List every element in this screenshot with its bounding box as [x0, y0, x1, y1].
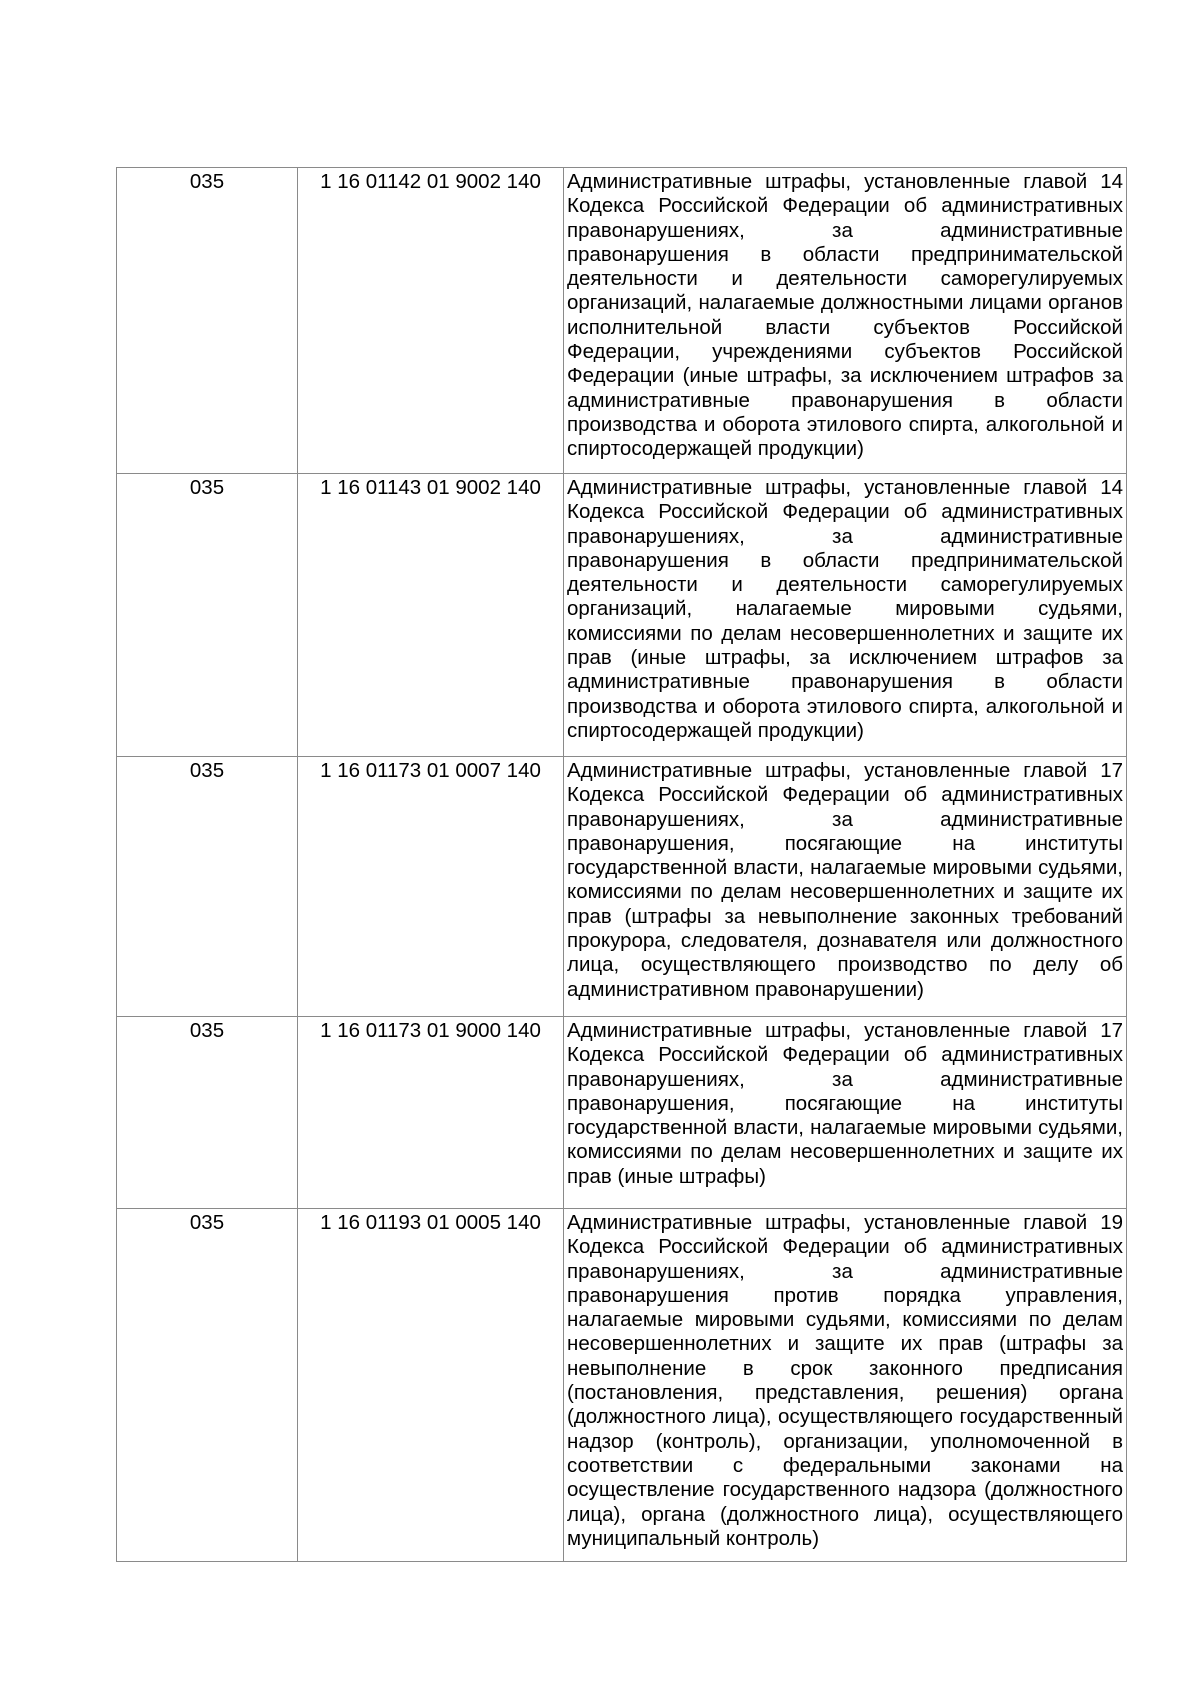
description-text: Административные штрафы, установленные главой 14 Кодекса Российской Федерации об административных правонарушениях, за административные правонарушения в области предпринимательской деятельности и деятельности саморегулируемых организаций, налагаемые должностными лицами органов исполнительной власти субъектов Российской Федерации, учреждениями субъектов Российской Федерации (иные штрафы, за исключением штрафов за административные правонарушения в области производства и оборота этилового спирта, алкогольной и спиртосодержащей продукции) — [567, 170, 1123, 461]
budget-codes-table — [116, 167, 1127, 1562]
table-row — [117, 757, 1127, 1017]
table-row — [117, 1017, 1127, 1209]
admin-code-cell: 035 — [117, 168, 298, 474]
description-text: Административные штрафы, установленные главой 17 Кодекса Российской Федерации об административных правонарушениях, за административные правонарушения, посягающие на институты государственной власти, налагаемые мировыми судьями, комиссиями по делам несовершеннолетних и защите их прав (иные штрафы) — [567, 1019, 1123, 1188]
budget-code-cell: 1 16 01193 01 0005 140 — [298, 1209, 564, 1562]
description-cell — [564, 168, 1127, 474]
description-cell — [564, 1209, 1127, 1562]
description-text: Административные штрафы, установленные главой 14 Кодекса Российской Федерации об административных правонарушениях, за административные правонарушения в области предпринимательской деятельности и деятельности саморегулируемых организаций, налагаемые мировыми судьями, комиссиями по делам несовершеннолетних и защите их прав (иные штрафы, за исключением штрафов за административные правонарушения в области производства и оборота этилового спирта, алкогольной и спиртосодержащей продукции) — [567, 476, 1123, 742]
admin-code-cell: 035 — [117, 1209, 298, 1562]
budget-code-cell: 1 16 01173 01 9000 140 — [298, 1017, 564, 1209]
budget-code-cell: 1 16 01173 01 0007 140 — [298, 757, 564, 1017]
budget-code-cell: 1 16 01142 01 9002 140 — [298, 168, 564, 474]
budget-code-cell: 1 16 01143 01 9002 140 — [298, 474, 564, 757]
table-row — [117, 168, 1127, 474]
description-text: Административные штрафы, установленные главой 17 Кодекса Российской Федерации об административных правонарушениях, за административные правонарушения, посягающие на институты государственной власти, налагаемые мировыми судьями, комиссиями по делам несовершеннолетних и защите их прав (штрафы за невыполнение законных требований прокурора, следователя, дознавателя или должностного лица, осуществляющего производство по делу об административном правонарушении) — [567, 759, 1123, 1001]
admin-code-cell: 035 — [117, 1017, 298, 1209]
description-cell — [564, 757, 1127, 1017]
description-text: Административные штрафы, установленные главой 19 Кодекса Российской Федерации об административных правонарушениях, за административные правонарушения против порядка управления, налагаемые мировыми судьями, комиссиями по делам несовершеннолетних и защите их прав (штрафы за невыполнение в срок законного предписания (постановления, представления, решения) органа (должностного лица), осуществляющего государственный надзор (контроль), организации, уполномоченной в соответствии с федеральными законами на осуществление государственного надзора (должностного лица), органа (должностного лица), осуществляющего муниципальный контроль) — [567, 1211, 1123, 1550]
description-cell — [564, 1017, 1127, 1209]
admin-code-cell: 035 — [117, 757, 298, 1017]
table-row — [117, 474, 1127, 757]
admin-code-cell: 035 — [117, 474, 298, 757]
description-cell — [564, 474, 1127, 757]
table-row — [117, 1209, 1127, 1562]
